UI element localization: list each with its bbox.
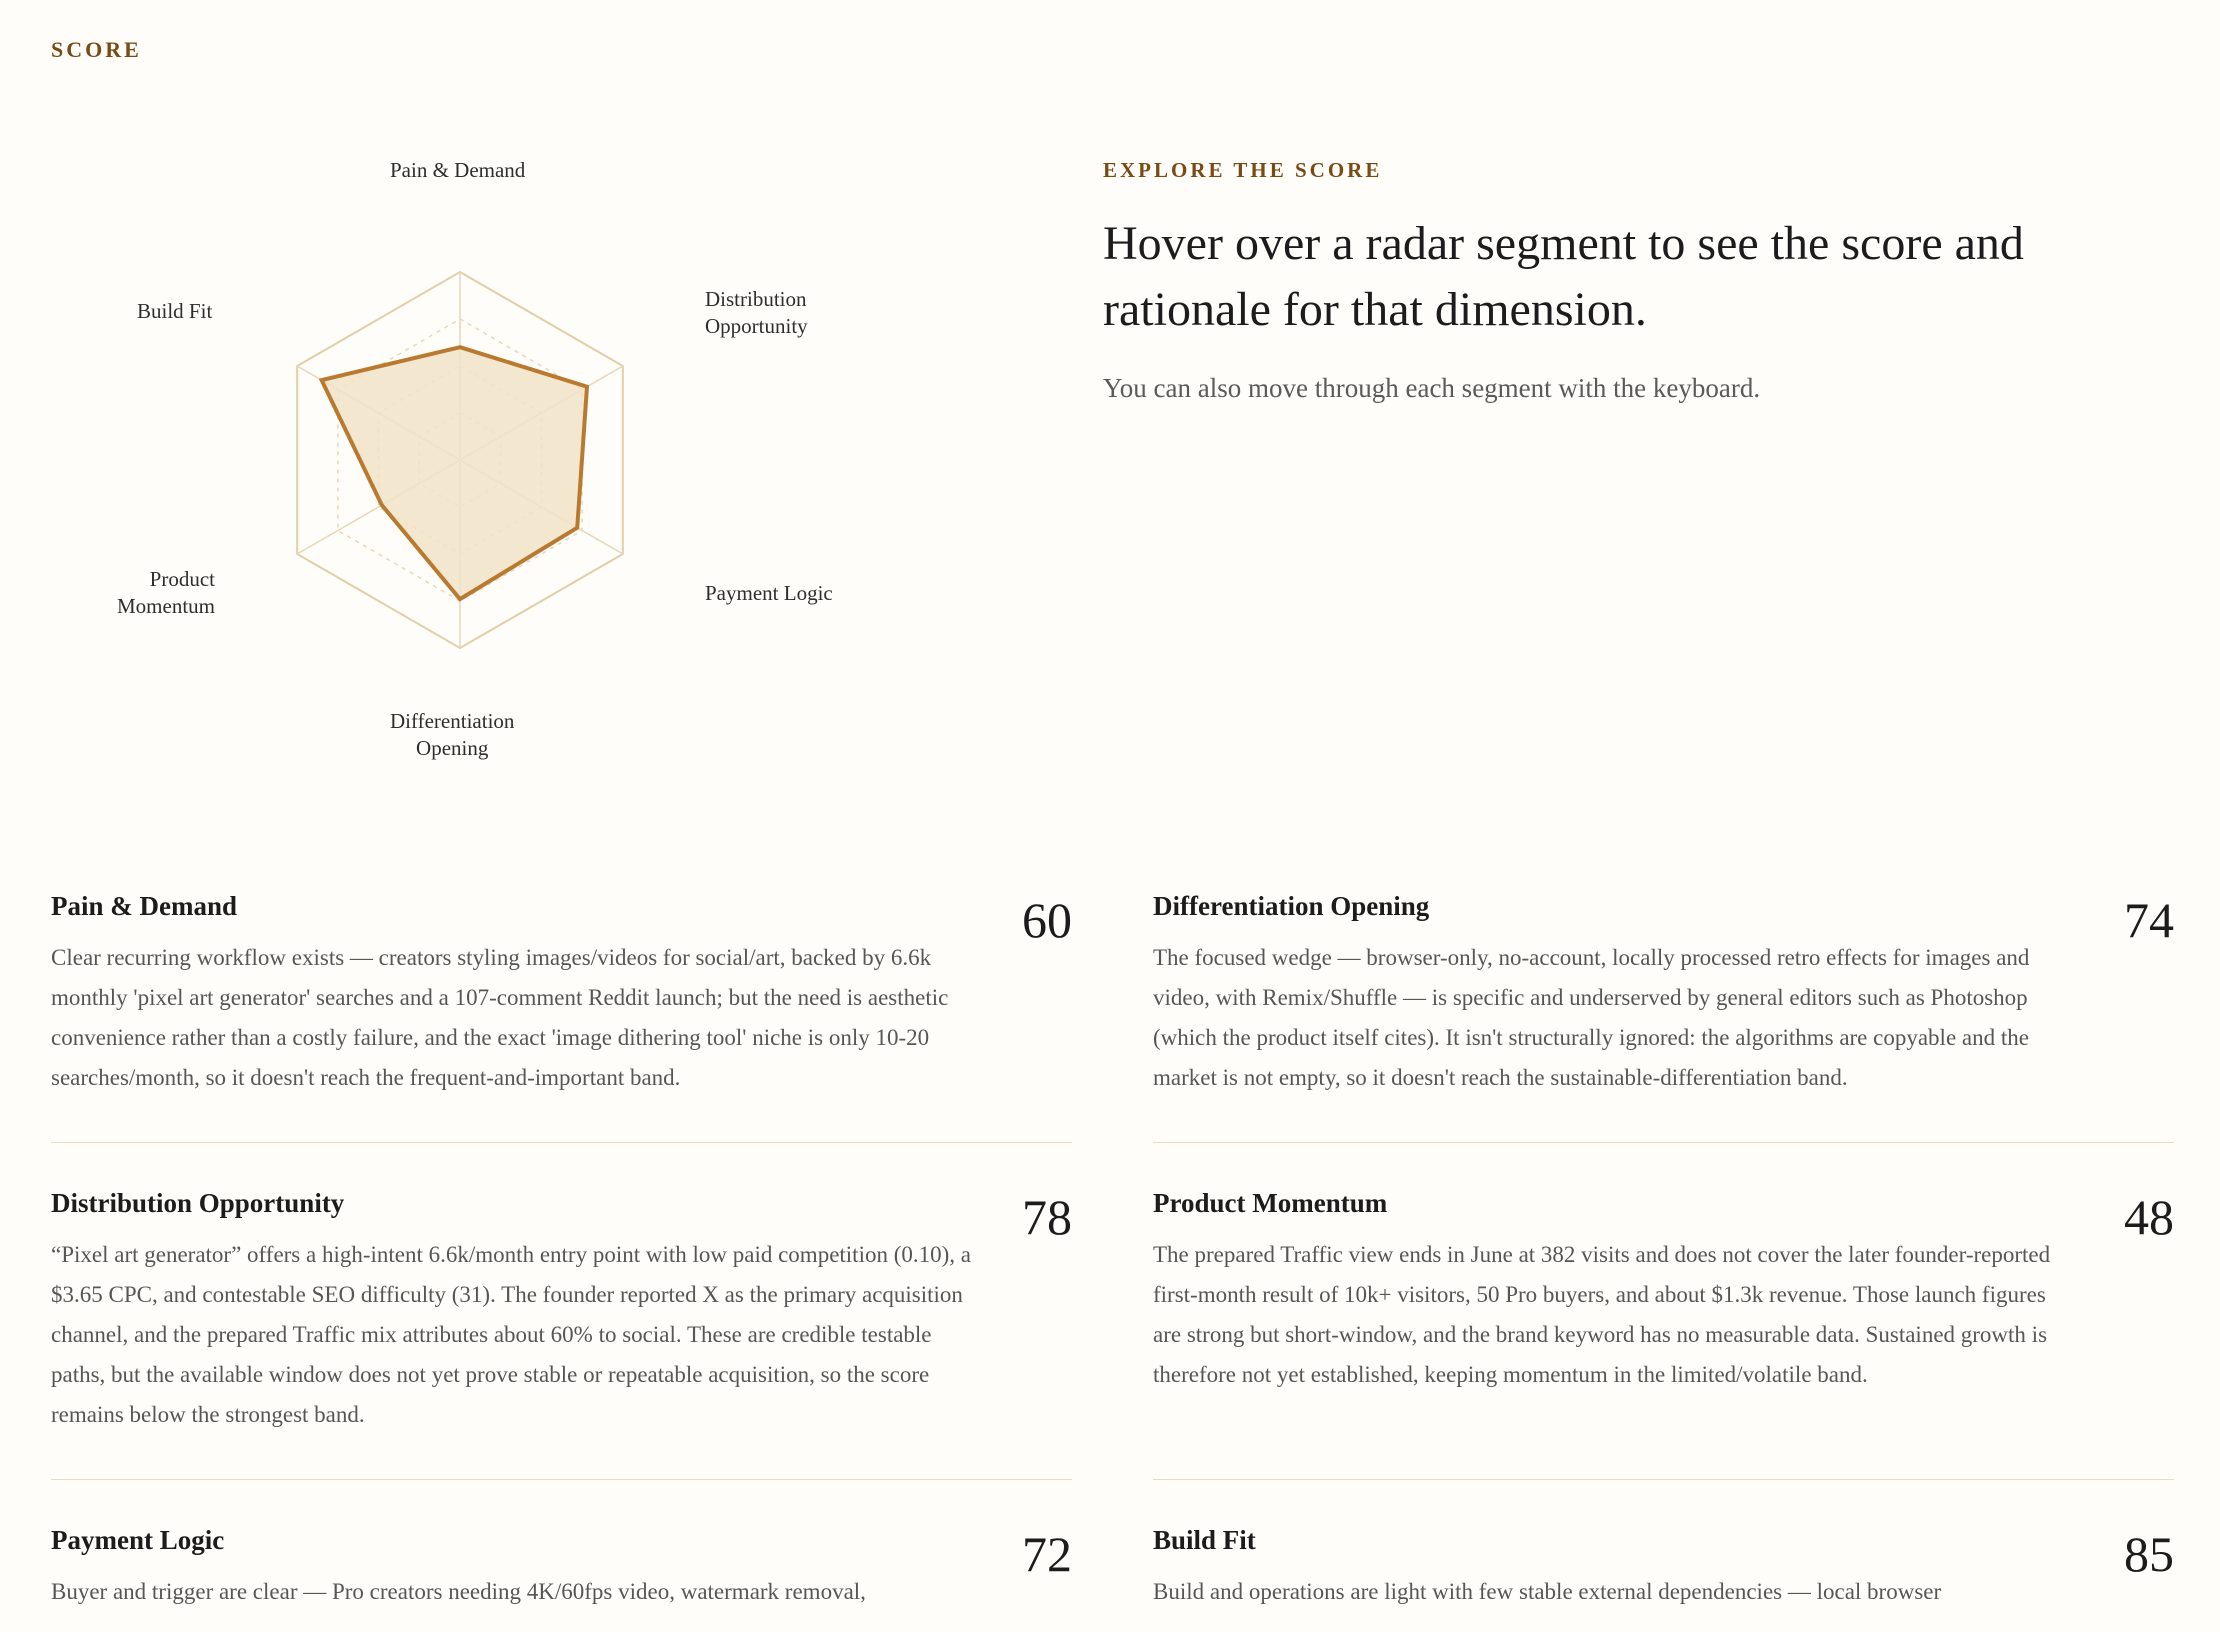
explore-subtext: You can also move through each segment with the keyboard. — [1103, 373, 1761, 403]
explore-eyebrow: EXPLORE THE SCORE — [1103, 158, 1383, 182]
dimension-title: Payment Logic — [51, 1525, 225, 1555]
explore-panel — [1103, 158, 2063, 404]
dimension-score: 72 — [1022, 1526, 1072, 1582]
radar-label-line: Differentiation — [390, 709, 515, 733]
dimension-rationale: Clear recurring workflow exists — creators styling images/videos for social/art, backed by 6.6k monthly 'pixel art generator' searches and a 107-comment Reddit launch; but the need is aesthetic convenience rather than a costly failure, and the exact 'image dithering tool' niche is only 10-20 searches/month, so it doesn't reach the frequent-and-important band. — [51, 945, 949, 1090]
radar-label-differentiation[interactable] — [390, 708, 514, 762]
dimension-score: 74 — [2124, 892, 2174, 948]
dimension-list — [51, 890, 2175, 1632]
dimension-score: 48 — [2124, 1189, 2174, 1245]
radar-label-build[interactable]: Build Fit — [137, 299, 213, 323]
dimension-rationale: Buyer and trigger are clear — Pro creators needing 4K/60fps video, watermark removal, — [51, 1579, 866, 1604]
dimension-card-distribution — [51, 1187, 1072, 1480]
dimension-title: Distribution Opportunity — [51, 1188, 345, 1218]
dimension-rationale: The focused wedge — browser-only, no-account, locally processed retro effects for images and video, with Remix/Shuffle — is specific and underserved by general editors such as Photoshop (which the product itself cites). It isn't structurally ignored: the algorithms are copyable and the market is not empty, so it doesn't reach the sustainable-differentiation band. — [1153, 945, 2030, 1090]
dimension-title: Pain & Demand — [51, 891, 238, 921]
dimension-title: Build Fit — [1153, 1525, 1256, 1555]
radar-chart — [0, 120, 1000, 800]
dimension-rationale: “Pixel art generator” offers a high-intent 6.6k/month entry point with low paid competition (0.10), a $3.65 CPC, and contestable SEO difficulty (31). The founder reported X as the primary acquisition channel, and the prepared Traffic mix attributes about 60% to social. These are credible testable paths, but the available window does not yet prove stable or repeatable acquisition, so the score remains below the strongest band. — [51, 1242, 971, 1427]
dimension-card-pain-demand — [51, 890, 1072, 1143]
radar-label-distribution[interactable] — [705, 286, 808, 340]
dimension-card-momentum — [1153, 1187, 2174, 1480]
dimension-card-differentiation — [1153, 890, 2174, 1143]
radar-label-pain-demand[interactable]: Pain & Demand — [390, 158, 526, 182]
dimension-title: Product Momentum — [1153, 1188, 1388, 1218]
dimension-score: 85 — [2124, 1526, 2174, 1582]
radar-svg — [0, 120, 1000, 800]
dimension-score: 78 — [1022, 1189, 1072, 1245]
dimension-card-payment — [51, 1524, 1072, 1632]
dimension-score: 60 — [1022, 892, 1072, 948]
explore-heading: Hover over a radar segment to see the score and rationale for that dimension. — [1103, 217, 2024, 336]
dimension-title: Differentiation Opening — [1153, 891, 1430, 921]
section-label: SCORE — [51, 37, 142, 62]
dimension-rationale: The prepared Traffic view ends in June at 382 visits and does not cover the later founder-reported first-month result of 10k+ visitors, 50 Pro buyers, and about $1.3k revenue. Those launch figures are strong but short-window, and the brand keyword has no measurable data. Sustained growth is therefore not yet established, keeping momentum in the limited/volatile band. — [1153, 1242, 2051, 1387]
radar-label-line: Opening — [416, 736, 489, 760]
radar-label-line: Opportunity — [705, 314, 808, 338]
radar-label-line: Distribution — [705, 287, 807, 311]
dimension-rationale: Build and operations are light with few stable external dependencies — local browser — [1153, 1579, 1942, 1604]
radar-label-payment[interactable]: Payment Logic — [705, 581, 833, 605]
radar-label-line: Product — [149, 567, 215, 591]
dimension-card-build-fit — [1153, 1524, 2174, 1632]
radar-label-momentum[interactable] — [117, 566, 215, 620]
radar-label-line: Momentum — [117, 594, 215, 618]
